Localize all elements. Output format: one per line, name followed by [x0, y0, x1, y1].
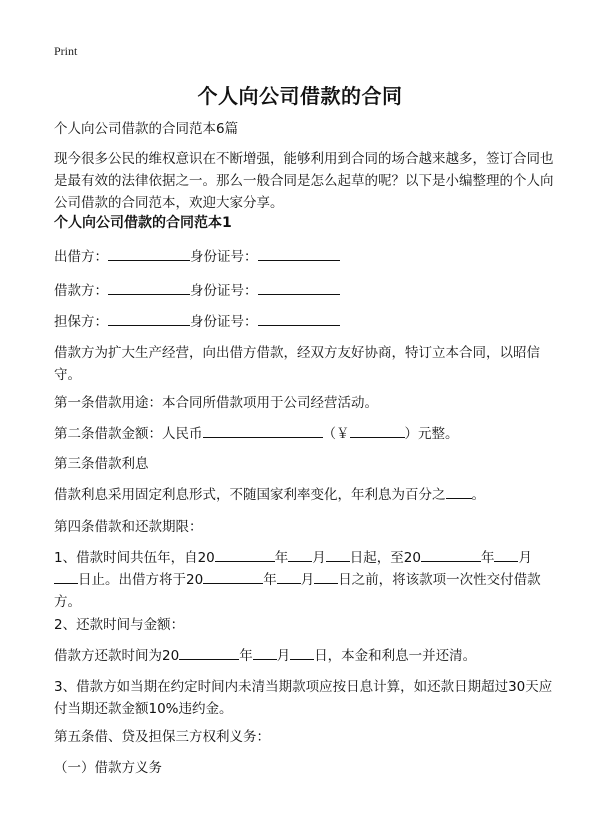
blank-field	[215, 547, 275, 562]
article-4: 第四条借款和还款期限：	[54, 519, 203, 535]
borrower-label: 借款方：	[54, 283, 108, 299]
sub-item-1: （一）借款方义务	[54, 760, 162, 776]
repay-text: 借款方还款时间为20	[54, 648, 180, 664]
guarantor-label: 担保方：	[54, 314, 108, 330]
item-text: 1、借款时间共伍年，自20	[54, 550, 215, 566]
blank-field	[446, 484, 472, 499]
year-label: 年	[274, 550, 289, 566]
blank-field	[290, 645, 314, 660]
article-3-body	[54, 484, 554, 506]
blank-field	[288, 547, 312, 562]
borrower-line	[54, 280, 554, 302]
intro-paragraph: 现今很多公民的维权意识在不断增强，能够利用到合同的场合越来越多，签订合同也是最有效的法律依据之一。那么一般合同是怎么起草的呢？以下是小编整理的个人向公司借款的合同范本，欢迎大家分享。	[54, 151, 554, 211]
article-1: 第一条借款用途：本合同所借款项用于公司经营活动。	[54, 395, 378, 411]
blank-field	[494, 547, 518, 562]
id-label: 身份证号：	[190, 249, 258, 265]
item-text: 日之前，将该款项一次性交付借款方。	[54, 572, 541, 610]
document-title: 个人向公司借款的合同	[197, 84, 403, 108]
blank-field	[258, 280, 340, 295]
blank-field	[203, 423, 323, 438]
article-4-item-2: 2、还款时间与金额：	[54, 617, 185, 633]
repay-text: 日，本金和利息一并还清。	[314, 648, 477, 664]
blank-field	[179, 645, 239, 660]
blank-field	[108, 246, 190, 261]
document-subtitle: 个人向公司借款的合同范本6篇	[54, 121, 239, 137]
month-label: 月	[276, 648, 291, 664]
lender-label: 出借方：	[54, 249, 108, 265]
id-label: 身份证号：	[190, 314, 258, 330]
blank-field	[258, 311, 340, 326]
print-label: Print	[54, 44, 78, 58]
blank-field	[54, 569, 78, 584]
article-4-item-3: 3、借款方如当期在约定时间内未清当期款项应按日息计算，如还款日期超过30天应付当期还款金额10%违约金。	[54, 679, 553, 717]
article-5: 第五条借、贷及担保三方权利义务：	[54, 729, 270, 745]
blank-field	[253, 645, 277, 660]
article-4-item-1	[54, 547, 554, 613]
blank-field	[258, 246, 340, 261]
article-3-text: 借款利息采用固定利息形式，不随国家利率变化，年利息为百分之	[54, 487, 446, 503]
article-2	[54, 423, 554, 445]
repay-line	[54, 645, 554, 667]
guarantor-line	[54, 311, 554, 333]
preamble-paragraph: 借款方为扩大生产经营，向出借方借款，经双方友好协商，特订立本合同，以昭信守。	[54, 345, 540, 383]
blank-field	[314, 569, 338, 584]
year-label: 年	[263, 572, 277, 588]
lender-line	[54, 246, 554, 268]
blank-field	[108, 280, 190, 295]
month-label: 月	[312, 550, 326, 566]
id-label: 身份证号：	[190, 283, 258, 299]
blank-field	[277, 569, 301, 584]
blank-field	[108, 311, 190, 326]
article-3-text: 。	[471, 487, 485, 503]
item-text: 日止。出借方将于20	[78, 572, 204, 588]
month-label: 月	[518, 550, 532, 566]
item-text: 日起，至20	[349, 550, 421, 566]
blank-field	[421, 547, 481, 562]
blank-field	[350, 423, 405, 438]
article-3: 第三条借款利息	[54, 456, 149, 472]
section-title: 个人向公司借款的合同范本1	[54, 215, 232, 231]
year-label: 年	[480, 550, 495, 566]
article-2-text: （￥	[322, 426, 350, 442]
year-label: 年	[239, 648, 253, 664]
article-2-text: 第二条借款金额：人民币	[54, 426, 203, 442]
blank-field	[326, 547, 350, 562]
article-2-text: ）元整。	[404, 426, 459, 442]
blank-field	[203, 569, 263, 584]
month-label: 月	[300, 572, 315, 588]
